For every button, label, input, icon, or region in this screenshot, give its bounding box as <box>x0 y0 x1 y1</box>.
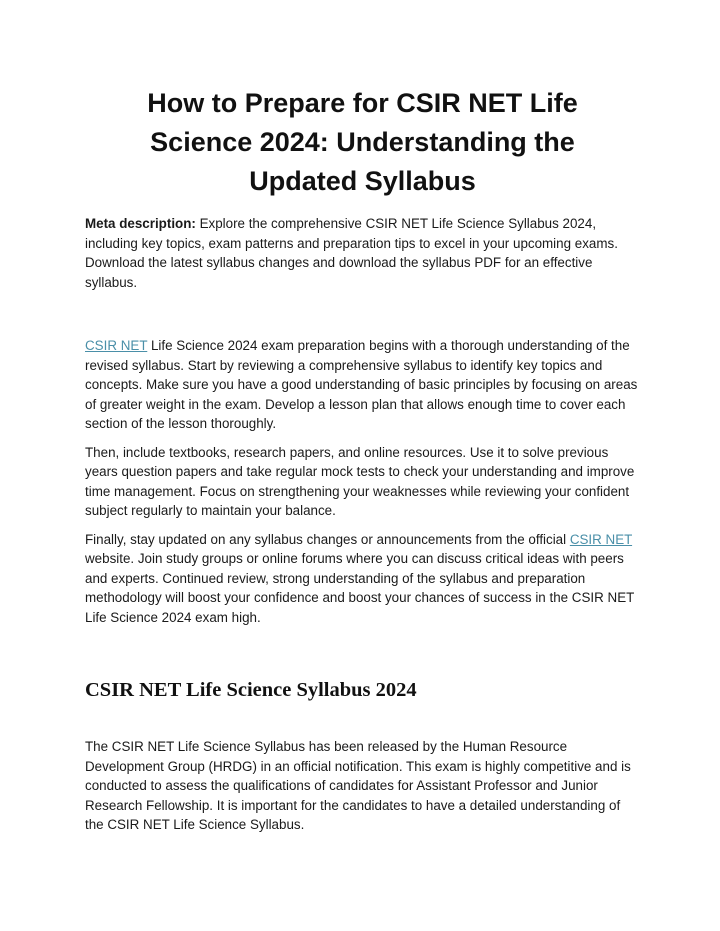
paragraph-intro-text: Life Science 2024 exam preparation begins with a thorough understanding of the revised syllabus. Start by reviewing a comprehensive syllabus to identify key topics and concepts. Make sure you have a good understanding of basic principles by focusing on areas of greater weight in the exam. Develop a lesson plan that allows enough time to cover each section of the lesson thoroughly. <box>85 338 638 431</box>
paragraph-updates-text-after: website. Join study groups or online forums where you can discuss critical ideas with peers and experts. Continued review, strong understanding of the syllabus and preparation methodology will boost your confidence and boost your chances of success in the CSIR NET Life Science 2024 exam high. <box>85 551 635 625</box>
csir-net-link[interactable]: CSIR NET <box>85 338 148 353</box>
page-title: How to Prepare for CSIR NET Life Science 2024: Understanding the Updated Syllabus <box>147 88 578 196</box>
paragraph-intro <box>85 336 640 434</box>
meta-label: Meta description: <box>85 216 196 231</box>
section-heading: CSIR NET Life Science Syllabus 2024 <box>85 679 417 701</box>
csir-net-website-link[interactable]: CSIR NET <box>569 531 633 547</box>
meta-description <box>85 214 640 292</box>
meta-text: Explore the comprehensive CSIR NET Life Science Syllabus 2024, including key topics, exam patterns and preparation tips to excel in your upcoming exams. Download the latest syllabus changes and download the syllabus PDF for an effective syllabus. <box>85 216 618 290</box>
paragraph-updates <box>85 530 640 628</box>
paragraph-resources: Then, include textbooks, research papers, and online resources. Use it to solve previous years question papers and take regular mock tests to check your understanding and improve time management. Focus on strengthening your weaknesses while reviewing your confident subject regularly to maintain your balance. <box>85 444 635 518</box>
paragraph-syllabus: The CSIR NET Life Science Syllabus has been released by the Human Resource Development Group (HRDG) in an official notification. This exam is highly competitive and is conducted to assess the qualifications of candidates for Assistant Professor and Junior Research Fellowship. It is important for the candidates to have a detailed understanding of the CSIR NET Life Science Syllabus. <box>85 739 631 832</box>
paragraph-updates-text-before: Finally, stay updated on any syllabus changes or announcements from the official <box>85 531 570 547</box>
